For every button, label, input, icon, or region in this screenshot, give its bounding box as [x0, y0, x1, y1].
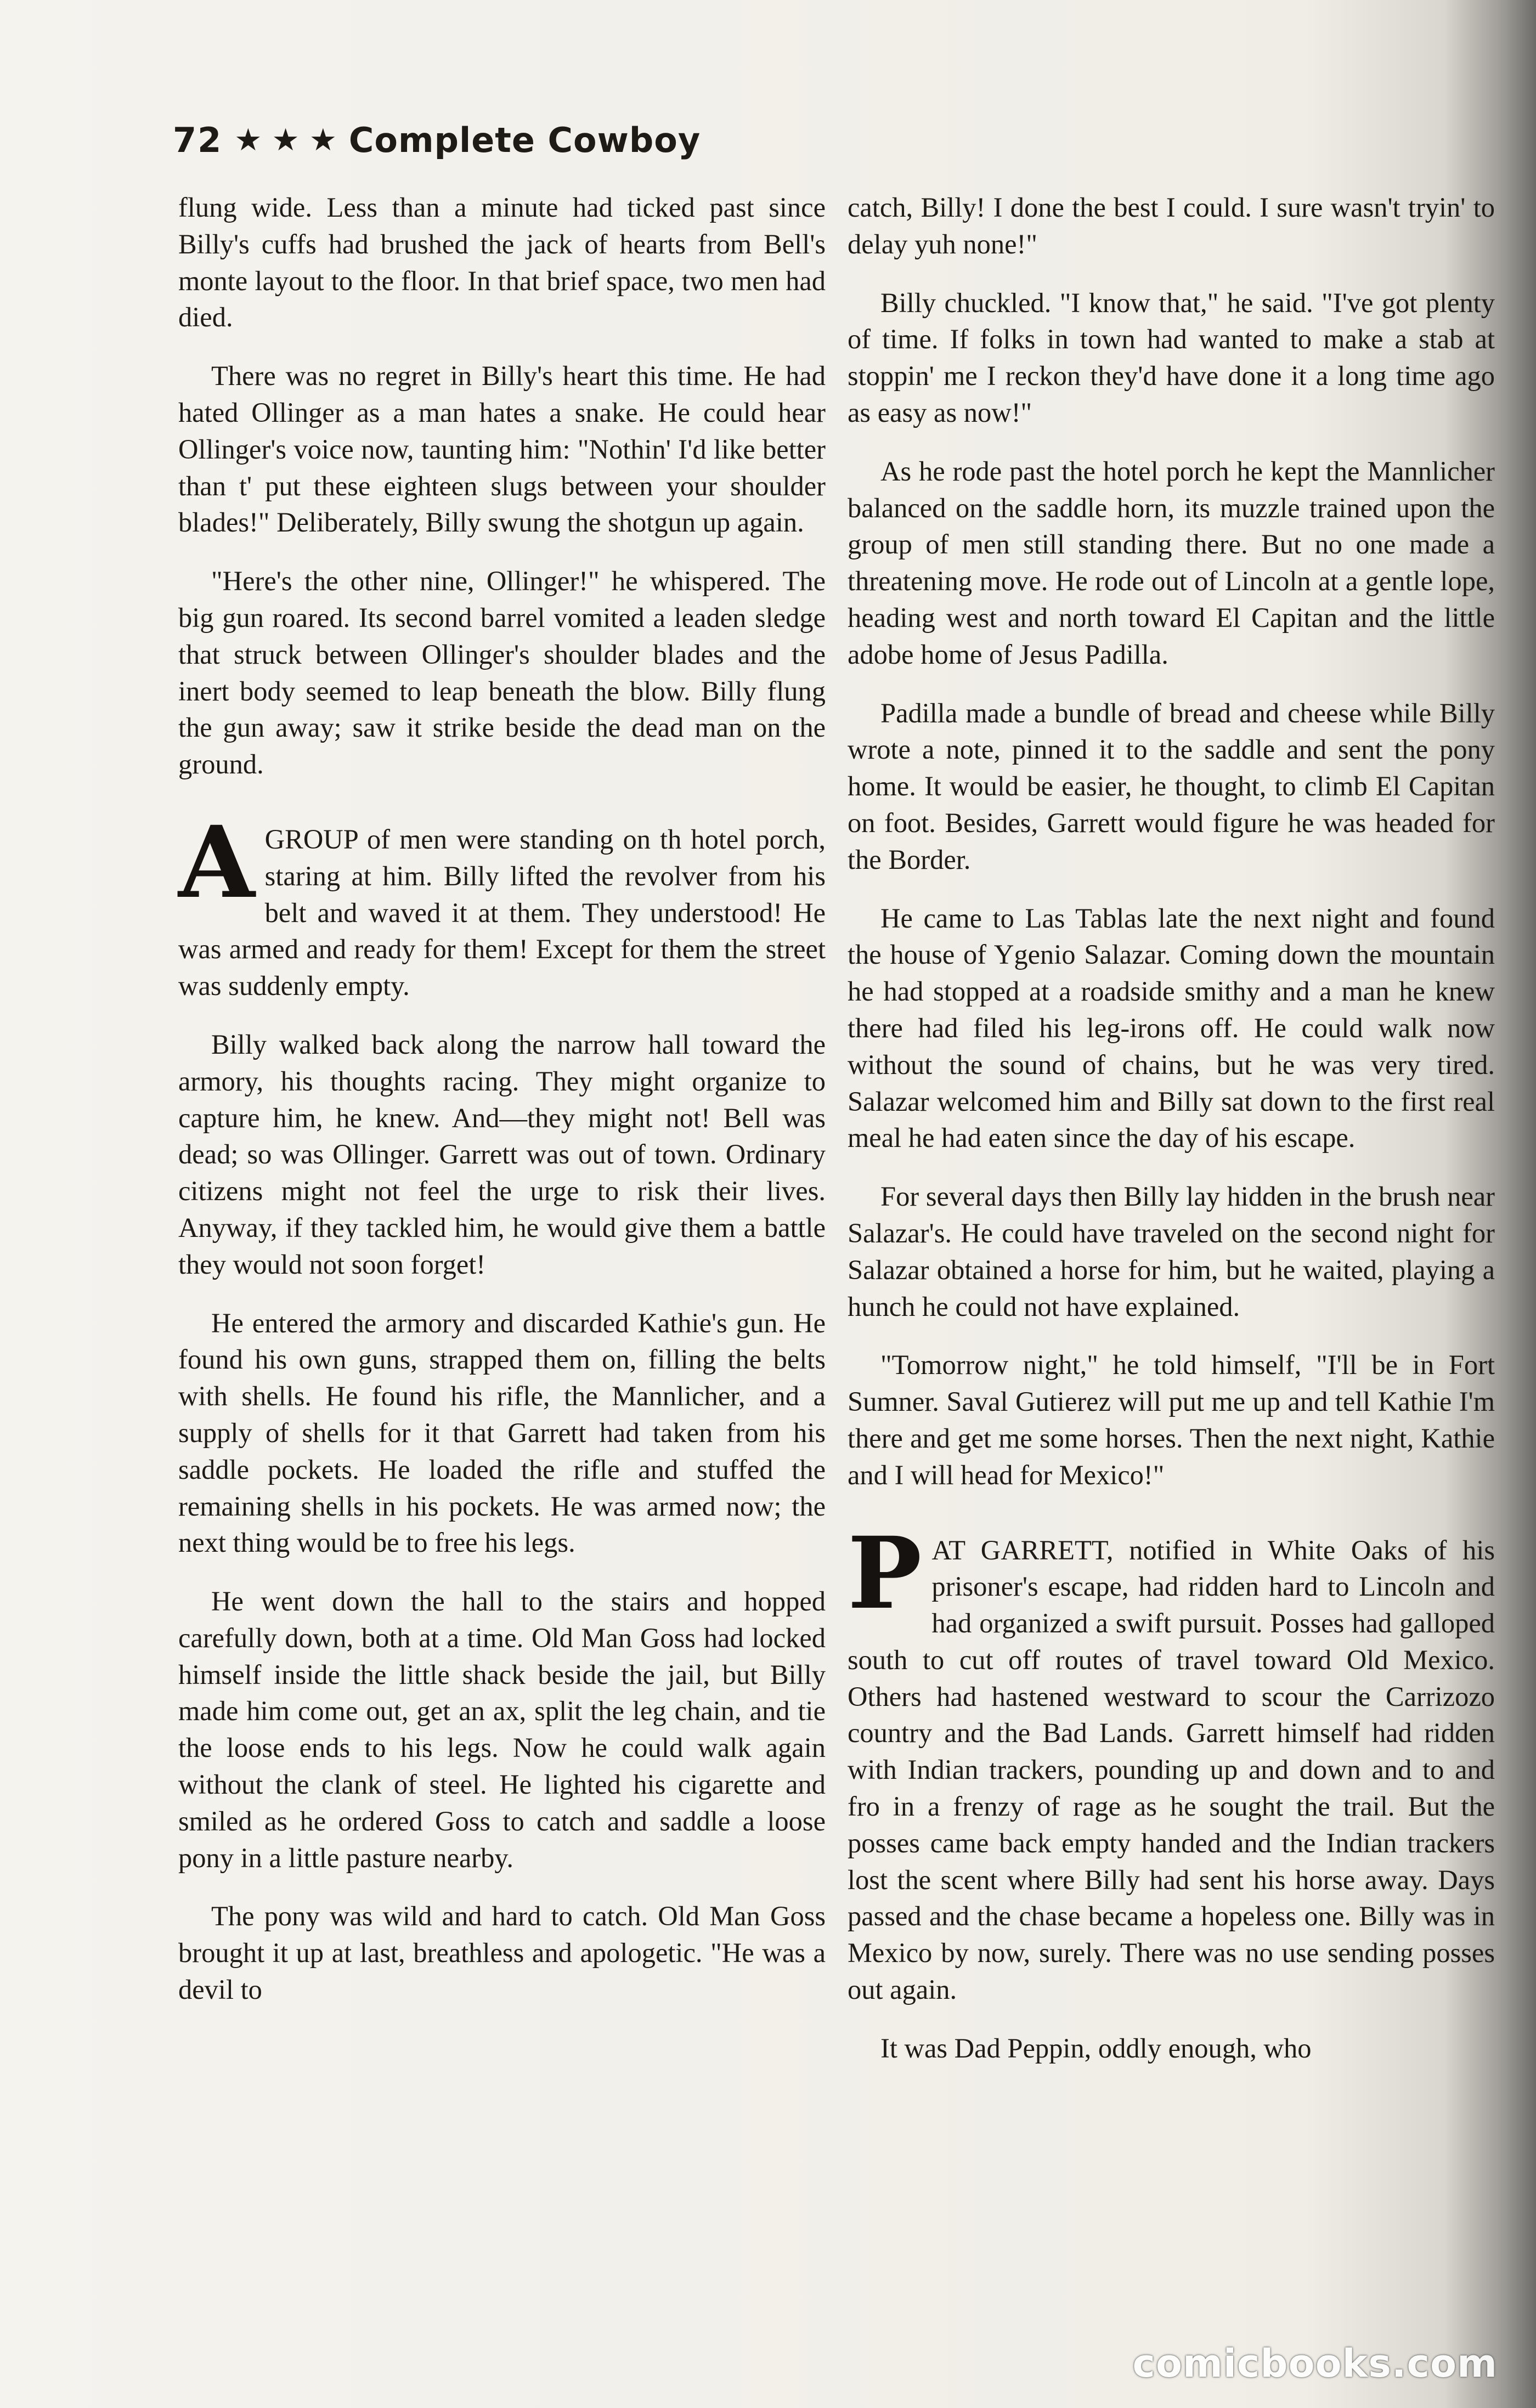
paragraph: flung wide. Less than a minute had ticked past since Billy's cuffs had brushed the jack of hearts from Bell's monte layout to the floor. In that brief space, two men had died.	[178, 192, 826, 333]
paragraph: "Here's the other nine, Ollinger!" he whispered. The big gun roared. Its second barrel vomited a leaden sledge that struck between Ollinger's shoulder blades and the inert body seemed to leap beneath the blow. Billy flung the gun away; saw it strike beside the dead man on the ground.	[178, 566, 826, 780]
paragraph: There was no regret in Billy's heart this time. He had hated Ollinger as a man hates a snake. He could hear Ollinger's voice now, taunting him: "Nothin' I'd like better than t' put these eighteen slugs between your shoulder blades!" Deliberately, Billy swung the shotgun up again.	[178, 360, 826, 538]
page-number: 72	[173, 120, 223, 160]
paragraph: "Tomorrow night," he told himself, "I'll be in Fort Sumner. Saval Gutierez will put me up and tell Kathie I'm there and get me some horses. Then the next night, Kathie and I will head for Mexico!"	[848, 1349, 1495, 1490]
paragraph: Billy walked back along the narrow hall toward the armory, his thoughts racing. They might organize to capture him, he knew. And—they might not! Bell was dead; so was Ollinger. Garrett was out of town. Ordinary citizens might not feel the urge to risk their lives. Anyway, if they tackled him, he would give them a battle they would not soon forget!	[178, 1028, 826, 1280]
magazine-title: Complete Cowboy	[348, 120, 701, 160]
section-opening-paragraph	[178, 804, 826, 1004]
paragraph: He entered the armory and discarded Kathie's gun. He found his own guns, strapped them on, filling the belts with shells. He found his rifle, the Mannlicher, and a supply of shells for it that Garrett had taken from his saddle pockets. He loaded the rifle and stuffed the remaining shells in his pockets. He was armed now; the next thing would be to free his legs.	[178, 1307, 826, 1558]
paragraph: catch, Billy! I done the best I could. I sure wasn't tryin' to delay yuh none!"	[848, 192, 1495, 259]
drop-cap: P	[848, 1515, 922, 1631]
star-ornaments	[234, 122, 337, 158]
page-header	[173, 110, 701, 170]
right-text-column	[848, 189, 1495, 2067]
paragraph: It was Dad Peppin, oddly enough, who	[880, 2032, 1312, 2064]
section-opening-text: GROUP of men were standing on th hotel porch, staring at him. Billy lifted the revolver from his belt and waved it at them. They understood! He was armed and ready for them! Except for them the street was suddenly empty.	[178, 823, 826, 1002]
star-icon: ★	[234, 122, 262, 158]
drop-cap: A	[178, 804, 255, 920]
paragraph: Padilla made a bundle of bread and cheese while Billy wrote a note, pinned it to the saddle and sent the pony home. It would be easier, he thought, to climb El Capitan on foot. Besides, Garrett would figure he was headed for the Border.	[848, 697, 1495, 875]
watermark: comicbooks.com	[1132, 2341, 1498, 2386]
paragraph: He went down the hall to the stairs and hopped carefully down, both at a time. Old Man Goss had locked himself inside the little shack beside the jail, but Billy made him come out, get an ax, split the leg chain, and tie the loose ends to his legs. Now he could walk again without the clank of steel. He lighted his cigarette and smiled as he ordered Goss to catch and saddle a loose pony in a little pasture nearby.	[178, 1586, 826, 1873]
left-text-column	[178, 189, 826, 2008]
paragraph: For several days then Billy lay hidden in the brush near Salazar's. He could have traveled on the second night for Salazar obtained a horse for him, but he waited, playing a hunch he could not have explained.	[848, 1181, 1495, 1322]
paragraph: The pony was wild and hard to catch. Old Man Goss brought it up at last, breathless and apologetic. "He was a devil to	[178, 1901, 826, 2005]
paragraph: As he rode past the hotel porch he kept the Mannlicher balanced on the saddle horn, its muzzle trained upon the group of men still standing there. But no one made a threatening move. He rode out of Lincoln at a gentle lope, heading west and north toward El Capitan and the little adobe home of Jesus Padilla.	[848, 455, 1495, 670]
star-icon: ★	[272, 122, 300, 158]
section-opening-paragraph	[848, 1515, 1495, 2008]
star-icon: ★	[309, 122, 337, 158]
section-opening-text: AT GARRETT, notified in White Oaks of his prisoner's escape, had ridden hard to Lincoln and had organized a swift pursuit. Posses had galloped south to cut off routes of travel toward Old Mexico. Others had hastened westward to scour the Carrizozo country and the Bad Lands. Garrett himself had ridden with Indian trackers, pounding up and down and to and fro in a frenzy of rage as he sought the trail. But the posses came back empty handed and the Indian trackers lost the scent where Billy had sent his horse away. Days passed and the chase became a hopeless one. Billy was in Mexico by now, surely. There was no use sending posses out again.	[848, 1534, 1495, 2005]
paragraph: He came to Las Tablas late the next night and found the house of Ygenio Salazar. Coming down the mountain he had stopped at a roadside smithy and a man he knew there had filed his leg-irons off. He could walk now without the sound of chains, but he was very tired. Salazar welcomed him and Billy sat down to the first real meal he had eaten since the day of his escape.	[848, 902, 1495, 1154]
paragraph: Billy chuckled. "I know that," he said. "I've got plenty of time. If folks in town had wanted to make a stab at stoppin' me I reckon they'd have done it a long time ago as easy as now!"	[848, 287, 1495, 428]
